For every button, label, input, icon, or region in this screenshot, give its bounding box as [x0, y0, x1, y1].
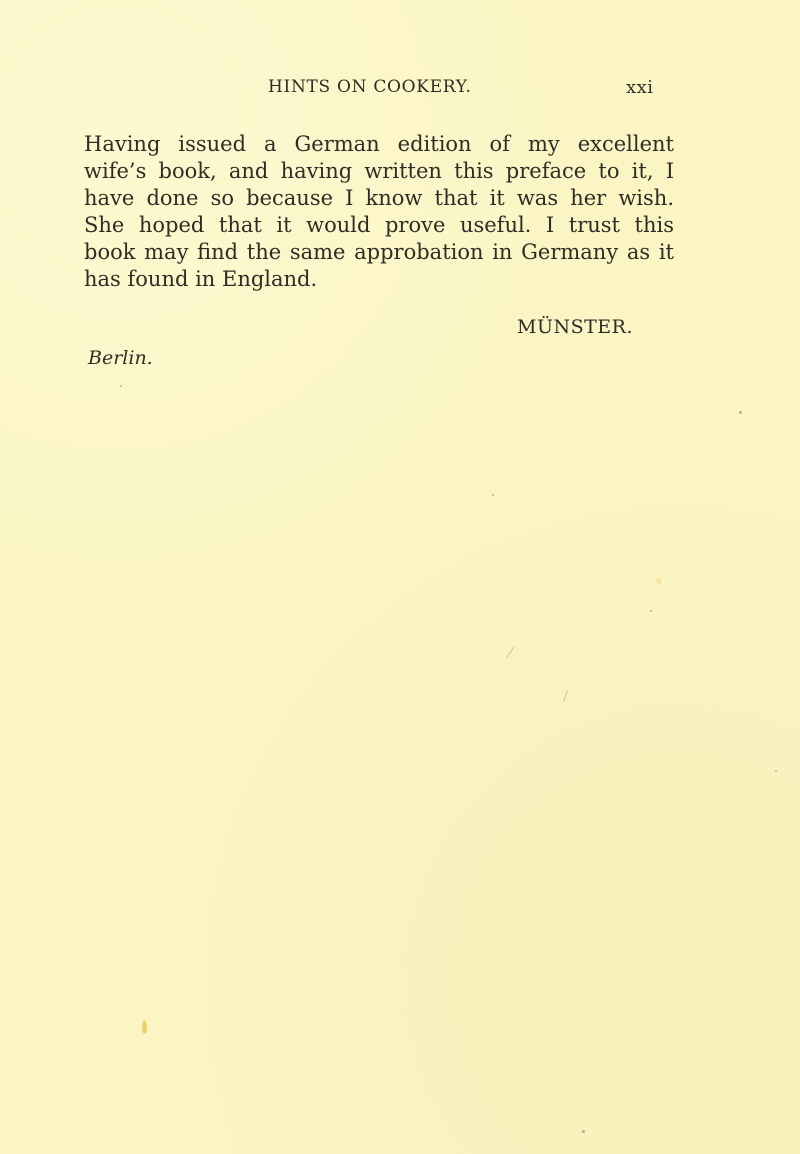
paper-speck	[120, 385, 122, 387]
paragraph-line: Having issued a German edition of my excellent	[84, 132, 674, 156]
paragraph-line: wife’s book, and having written this preface to it, I	[84, 158, 674, 183]
paper-stain	[656, 578, 662, 584]
paragraph-line: have done so because I know that it was her wish.	[84, 185, 674, 210]
paper-stain	[142, 1020, 147, 1034]
paper-speck	[775, 770, 777, 772]
place-line: Berlin.	[88, 347, 153, 369]
author-signature: MÜNSTER.	[517, 316, 633, 338]
paper-speck	[650, 610, 652, 612]
preface-paragraph	[84, 131, 674, 292]
paper-speck	[582, 1130, 585, 1133]
page-number: xxi	[626, 77, 654, 98]
paper-fiber	[563, 690, 568, 702]
paragraph-line: has found in England.	[84, 266, 318, 291]
paragraph-line: She hoped that it would prove useful. I trust this	[84, 212, 674, 237]
paper-speck	[492, 494, 494, 496]
paragraph-line: book may find the same approbation in Germany as it	[84, 239, 674, 264]
paper-fiber	[506, 646, 515, 658]
running-head	[0, 77, 800, 101]
paper-speck	[739, 411, 742, 414]
running-title: HINTS ON COOKERY.	[268, 77, 472, 97]
